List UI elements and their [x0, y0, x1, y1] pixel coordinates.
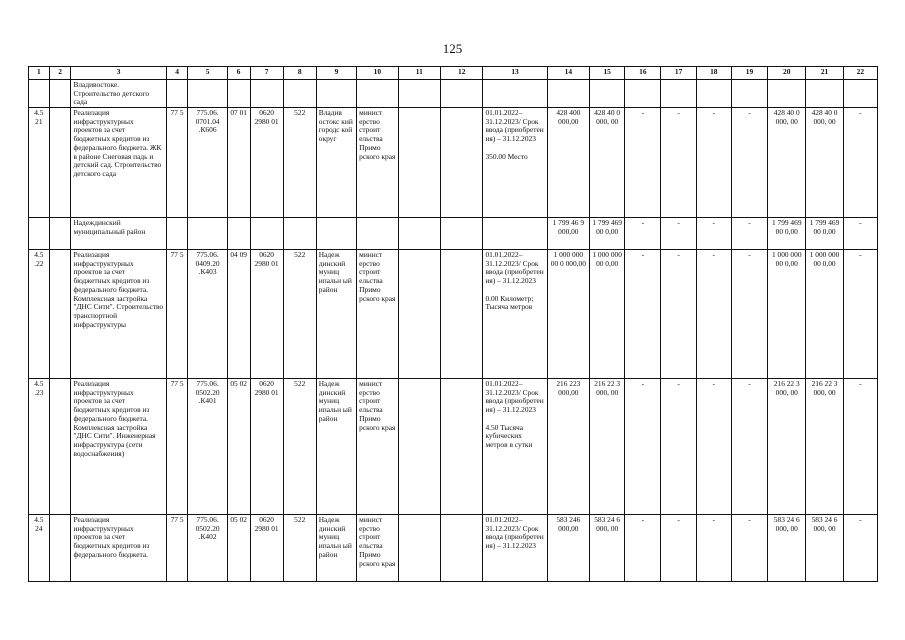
column-header-20: 20 [768, 67, 806, 80]
cell-col-15: 1 000 000 00 0,00 [590, 250, 625, 379]
cell-col-16 [625, 80, 661, 108]
cell-col-4: 77 5 [166, 108, 188, 218]
cell-col-16: - [625, 218, 661, 250]
cell-col-17 [661, 80, 696, 108]
cell-col-10: минист ерство строит ельства Примо рского края [357, 515, 398, 582]
cell-col-12 [441, 218, 483, 250]
column-header-6: 6 [227, 67, 250, 80]
cell-col-17: - [661, 379, 696, 515]
column-header-5: 5 [188, 67, 227, 80]
cell-col-6: 05 02 [227, 379, 250, 515]
column-header-8: 8 [283, 67, 316, 80]
cell-col-1 [29, 80, 50, 108]
cell-col-18: - [696, 108, 731, 218]
cell-col-17: - [661, 250, 696, 379]
cell-col-5: 775.06. 0409.20 .К403 [188, 250, 227, 379]
cell-col-18: - [696, 515, 731, 582]
cell-col-11 [398, 250, 440, 379]
cell-col-14: 1 799 46 9 000,00 [547, 218, 589, 250]
cell-col-15: 216 22 3 000, 00 [590, 379, 625, 515]
column-header-3: 3 [71, 67, 166, 80]
cell-col-11 [398, 80, 440, 108]
cell-col-16: - [625, 250, 661, 379]
cell-col-10: минист ерство строит ельства Примо рского края [357, 379, 398, 515]
cell-col-7: 0620 2980 01 [250, 108, 283, 218]
column-header-16: 16 [625, 67, 661, 80]
cell-col-3: Надеждинский муниципальный район [71, 218, 166, 250]
cell-col-1: 4.5 24 [29, 515, 50, 582]
cell-col-9: Надеж динский муниц ипальн ый район [316, 250, 356, 379]
cell-col-22 [843, 80, 877, 108]
cell-col-17: - [661, 515, 696, 582]
cell-col-16: - [625, 379, 661, 515]
cell-col-13: 01.01.2022–31.12.2023/ Срок ввода (приобретен ия) – 31.12.2023 4.50 Тысяча кубических метров в сутки [483, 379, 547, 515]
cell-col-18: - [696, 379, 731, 515]
column-header-12: 12 [441, 67, 483, 80]
cell-col-16: - [625, 108, 661, 218]
cell-col-10: минист ерство строит ельства Примо рского края [357, 108, 398, 218]
cell-col-20: 1 799 469 00 0,00 [768, 218, 806, 250]
cell-col-17: - [661, 108, 696, 218]
cell-col-20: 216 22 3 000, 00 [768, 379, 806, 515]
cell-col-21: 428 40 0 000, 00 [806, 108, 843, 218]
column-header-13: 13 [483, 67, 547, 80]
cell-col-6: 07 01 [227, 108, 250, 218]
cell-col-18 [696, 80, 731, 108]
cell-col-5: 775.06. 0701.04 .К606 [188, 108, 227, 218]
column-header-19: 19 [731, 67, 767, 80]
cell-col-9: Владив остокс кий городс кой округ [316, 108, 356, 218]
cell-col-3: Реализация инфраструктурных проектов за счет бюджетных кредитов из федерального бюджета. [71, 515, 166, 582]
cell-col-5 [188, 80, 227, 108]
cell-col-7: 0620 2980 01 [250, 250, 283, 379]
column-header-2: 2 [49, 67, 71, 80]
cell-col-18: - [696, 250, 731, 379]
cell-col-5: 775.06. 0502.20 .К401 [188, 379, 227, 515]
cell-col-21: 583 24 6 000, 00 [806, 515, 843, 582]
cell-col-21: 1 799 469 00 0,00 [806, 218, 843, 250]
cell-col-15 [590, 80, 625, 108]
column-header-18: 18 [696, 67, 731, 80]
cell-col-20: 583 24 6 000, 00 [768, 515, 806, 582]
cell-col-13: 01.01.2022–31.12.2023/ Срок ввода (приобретен ия) – 31.12.2023 [483, 515, 547, 582]
cell-col-13 [483, 218, 547, 250]
cell-col-3: Реализация инфраструктурных проектов за счет бюджетных кредитов из федерального бюджета. ЖК в районе Снеговая падь и детский сад. Строительство детского сада [71, 108, 166, 218]
cell-col-8: 522 [283, 250, 316, 379]
cell-col-20 [768, 80, 806, 108]
cell-col-13: 01.01.2022–31.12.2023/ Срок ввода (приобретен ия) – 31.12.2023 350.00 Место [483, 108, 547, 218]
column-header-11: 11 [398, 67, 440, 80]
cell-col-9: Надеж динский муниц ипальн ый район [316, 379, 356, 515]
cell-col-15: 1 799 469 00 0,00 [590, 218, 625, 250]
cell-col-14: 583 246 000,00 [547, 515, 589, 582]
cell-col-13 [483, 80, 547, 108]
table-row [29, 515, 878, 582]
cell-col-2 [49, 108, 71, 218]
cell-col-2 [49, 218, 71, 250]
cell-col-18: - [696, 218, 731, 250]
column-header-10: 10 [357, 67, 398, 80]
cell-col-17: - [661, 218, 696, 250]
table-row [29, 250, 878, 379]
cell-col-11 [398, 515, 440, 582]
cell-col-14: 1 000 000 00 0 000,00 [547, 250, 589, 379]
cell-col-1: 4.5 .23 [29, 379, 50, 515]
cell-col-5: 775.06. 0502.20 .К402 [188, 515, 227, 582]
cell-col-20: 1 000 000 00 0,00 [768, 250, 806, 379]
column-header-14: 14 [547, 67, 589, 80]
cell-col-2 [49, 250, 71, 379]
cell-col-11 [398, 218, 440, 250]
column-header-7: 7 [250, 67, 283, 80]
cell-col-3: Владивостоке. Строительство детского сада [71, 80, 166, 108]
cell-col-6: 04 09 [227, 250, 250, 379]
cell-col-6: 05 02 [227, 515, 250, 582]
column-header-17: 17 [661, 67, 696, 80]
cell-col-21 [806, 80, 843, 108]
cell-col-19: - [731, 108, 767, 218]
cell-col-2 [49, 80, 71, 108]
cell-col-1: 4.5 .22 [29, 250, 50, 379]
cell-col-22: - [843, 218, 877, 250]
cell-col-19: - [731, 250, 767, 379]
cell-col-8: 522 [283, 515, 316, 582]
cell-col-22: - [843, 379, 877, 515]
cell-col-4 [166, 80, 188, 108]
cell-col-5 [188, 218, 227, 250]
cell-col-3: Реализация инфраструктурных проектов за счет бюджетных кредитов из федерального бюджета. Комплексная застройка "ДНС Сити". Строительство транспортной инфраструктуры [71, 250, 166, 379]
cell-col-3: Реализация инфраструктурных проектов за счет бюджетных кредитов из федерального бюджета. Комплексная застройка "ДНС Сити". Инженерная инфраструктура (сети водоснабжения) [71, 379, 166, 515]
cell-col-19: - [731, 218, 767, 250]
cell-col-16: - [625, 515, 661, 582]
cell-col-14 [547, 80, 589, 108]
cell-col-22: - [843, 108, 877, 218]
cell-col-10: минист ерство строит ельства Примо рского края [357, 250, 398, 379]
cell-col-15: 583 24 6 000, 00 [590, 515, 625, 582]
cell-col-7 [250, 218, 283, 250]
column-header-1: 1 [29, 67, 50, 80]
cell-col-12 [441, 80, 483, 108]
column-header-15: 15 [590, 67, 625, 80]
cell-col-19 [731, 80, 767, 108]
column-header-21: 21 [806, 67, 843, 80]
cell-col-8 [283, 80, 316, 108]
cell-col-22: - [843, 250, 877, 379]
table-row [29, 218, 878, 250]
cell-col-10 [357, 80, 398, 108]
table-row [29, 379, 878, 515]
cell-col-4 [166, 218, 188, 250]
cell-col-1: 4.5 21 [29, 108, 50, 218]
cell-col-13: 01.01.2022–31.12.2023/ Срок ввода (приобретен ия) – 31.12.2023 0.00 Километр; Тысяча метров [483, 250, 547, 379]
cell-col-9 [316, 80, 356, 108]
cell-col-8: 522 [283, 379, 316, 515]
cell-col-14: 216 223 000,00 [547, 379, 589, 515]
cell-col-20: 428 40 0 000, 00 [768, 108, 806, 218]
column-header-4: 4 [166, 67, 188, 80]
cell-col-12 [441, 379, 483, 515]
cell-col-22: - [843, 515, 877, 582]
cell-col-12 [441, 250, 483, 379]
cell-col-7 [250, 80, 283, 108]
table-row [29, 80, 878, 108]
investment-table [28, 66, 878, 582]
column-header-9: 9 [316, 67, 356, 80]
header-row [29, 67, 878, 80]
cell-col-8 [283, 218, 316, 250]
page-number: 125 [442, 41, 463, 56]
cell-col-21: 216 22 3 000, 00 [806, 379, 843, 515]
cell-col-9 [316, 218, 356, 250]
cell-col-7: 0620 2980 01 [250, 379, 283, 515]
cell-col-21: 1 000 000 00 0,00 [806, 250, 843, 379]
cell-col-4: 77 5 [166, 515, 188, 582]
cell-col-12 [441, 108, 483, 218]
cell-col-15: 428 40 0 000, 00 [590, 108, 625, 218]
cell-col-6 [227, 218, 250, 250]
cell-col-9: Надеж динский муниц ипальн ый район [316, 515, 356, 582]
cell-col-4: 77 5 [166, 379, 188, 515]
cell-col-1 [29, 218, 50, 250]
cell-col-2 [49, 379, 71, 515]
cell-col-19: - [731, 379, 767, 515]
cell-col-12 [441, 515, 483, 582]
table-row [29, 108, 878, 218]
cell-col-11 [398, 108, 440, 218]
cell-col-7: 0620 2980 01 [250, 515, 283, 582]
cell-col-11 [398, 379, 440, 515]
cell-col-10 [357, 218, 398, 250]
table-body [29, 80, 878, 582]
cell-col-14: 428 400 000,00 [547, 108, 589, 218]
column-header-22: 22 [843, 67, 877, 80]
cell-col-2 [49, 515, 71, 582]
cell-col-19: - [731, 515, 767, 582]
cell-col-8: 522 [283, 108, 316, 218]
cell-col-4: 77 5 [166, 250, 188, 379]
cell-col-6 [227, 80, 250, 108]
